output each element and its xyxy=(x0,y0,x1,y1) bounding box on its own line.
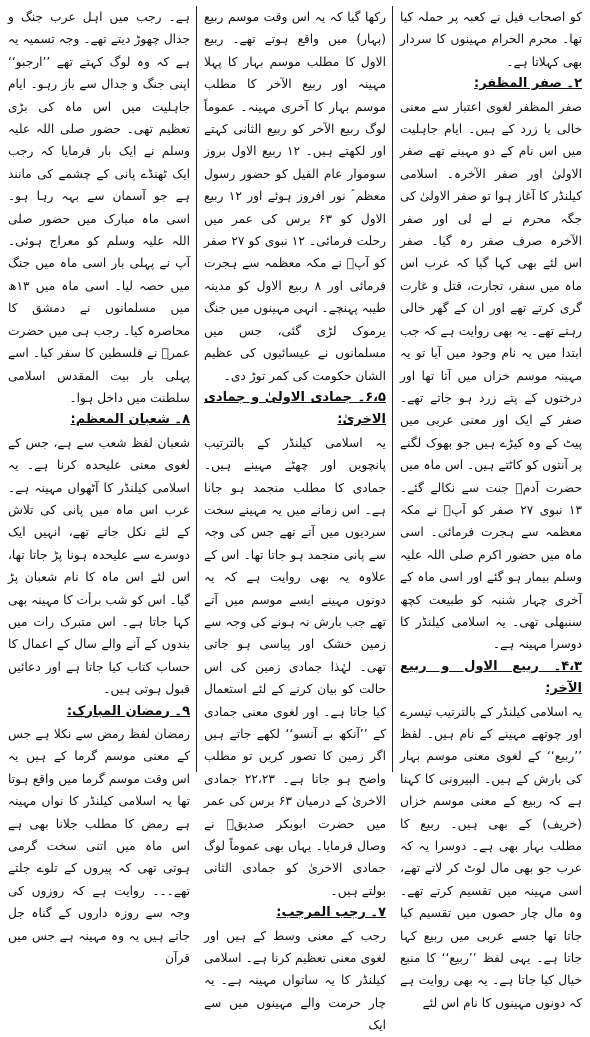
document-page xyxy=(8,6,582,1033)
column-right xyxy=(400,6,582,1010)
paragraph: رکھا گیا کہ یہ اس وقت موسم ربیع (بہار) میں واقع ہوتے تھے۔ ربیع الاول کا مطلب موسم بہار کا پہلا مہینہ اور ربیع الآخر کا مطلب موسم بہار کا آخری مہینہ۔ عموماً لوگ ربیع الآخر کو ربیع الثانی کہتے اور لکھتے ہیں۔ ۱۲ ربیع الاول بروز سوموار عام الفیل کو حضور رسول معظم ؐ نور افروز ہوئے اور ۱۲ ربیع الاول کو ۶۳ برس کی عمر میں رحلت فرمائی۔ ۱۲ نبوی کو ۲۷ صفر کو آپؐ نے مکہ معظمہ سے ہجرت فرمائی اور ۸ ربیع الاول کو مدینہ طیبہ پہنچے۔ انہی مہینوں میں جنگ یرموک لڑی گئی، جس میں مسلمانوں نے عیسائیوں کی عظیم الشان حکومت کی کمر توڑ دی۔ xyxy=(204,10,387,383)
section-heading-jumada: ۶،۵۔ جمادی الاولیٰ و جمادی الاخریٰ: xyxy=(204,389,386,428)
column-middle xyxy=(204,6,387,1033)
section-heading-rabi: ۴،۳۔ ربیع الاول و ربیع الآخر: xyxy=(400,658,582,697)
column-left xyxy=(8,6,190,966)
column-divider xyxy=(386,6,400,772)
paragraph: صفر المظفر لغوی اعتبار سے معنی خالی یا زرد کے ہیں۔ ایام جاہلیت میں اس نام کے دو مہینے تھے صفر الاولیٰ اور صفر الآخرہ۔ اسلامی کیلنڈر کا آغاز ہوا تو صفر الاولیٰ کی جگہ محرم نے لے لی اور صفر الآخرہ صرف صفر رہ گیا۔ صفر اس لئے بھی کہا گیا کہ عرب اس ماہ میں سفر، تجارت، قتل و غارت گری کرتے تھے اور ان کے گھر خالی رہتے تھے۔ یہ بھی روایت ہے کہ جب ابتدا میں یہ نام وجود میں آیا تو یہ مہینہ موسم خزاں میں آتا تھا اور درختوں کے پتے زرد ہو جاتے تھے۔ صفر کے ایک اور معنی عربی میں پیٹ کے وہ کیڑے ہیں جو بھوک لگنے پر آنتوں کو کاٹتے ہیں۔ اس ماہ میں حضرت آدمؑ جنت سے نکالے گئے۔ ۱۳ نبوی ۲۷ صفر کو آپؐ نے مکہ معظمہ سے ہجرت فرمائی۔ اسی ماہ میں حضور اکرم صلی اللہ علیہ وسلم بیمار ہو گئے اور اسی ماہ کے آخری چہار شنبہ کو طبیعت کچھ سنبھلی تھی۔ یہ اسلامی کیلنڈر کا دوسرا مہینہ ہے۔ xyxy=(400,99,582,652)
paragraph: یہ اسلامی کیلنڈر کے بالترتیب تیسرے اور چوتھے مہینے کے نام ہیں۔ لفظ ’’ربیع‘‘ کے لغوی معنی موسم بہار کی بارش کے ہیں۔ البیرونی کا کہنا ہے کہ ربیع کے معنی موسم خزاں (خریف) کے بھی ہیں۔ ربیع کا مطلب بہار بھی ہے۔ دوسرا یہ کہ عرب جو بھی مال لوٹ کر لاتے تھے، اسی مہینہ میں تقسیم کرتے تھے۔ وہ مال چار حصوں میں تقسیم کیا جاتا تھا جسے عربی میں ربیع کہا جاتا ہے۔ یہی لفظ ’’ربیع‘‘ کا منبع خیال کیا جاتا ہے۔ یہ بھی روایت ہے کہ دونوں مہینوں کا نام اس لئے xyxy=(400,704,582,1010)
section-heading-shaban: ۸۔ شعبان المعظم: xyxy=(70,412,190,428)
column-divider xyxy=(190,6,204,772)
section-heading-safar: ۲۔ صفر المظفر: xyxy=(474,76,582,92)
paragraph: کو اصحاب فیل نے کعبہ پر حملہ کیا تھا۔ محرم الحرام مہینوں کا سردار بھی کہلاتا ہے۔ xyxy=(400,10,582,69)
section-heading-rajab: ۷۔ رجب المرجب: xyxy=(276,905,386,921)
paragraph: رجب کے معنی وسط کے ہیں اور لغوی معنی تعظیم کرنا ہے۔ اسلامی کیلنڈر کا یہ ساتواں مہینہ ہے۔ یہ چار حرمت والے مہینوں میں سے ایک xyxy=(204,928,386,1033)
paragraph: شعبان لفظ شعب سے ہے، جس کے لغوی معنی علیحدہ کرنا ہے۔ یہ اسلامی کیلنڈر کا آٹھواں مہینہ ہے۔ عرب اس ماہ میں پانی کی تلاش کے لئے نکل جاتے تھے، انہیں ایک دوسرے سے علیحدہ ہونا پڑ جاتا تھا، اس لئے اس ماہ کا نام شعبان پڑ گیا۔ اس کو شب برأت کا مہینہ بھی کہا جاتا ہے۔ اس متبرک رات میں بندوں کے آنے والے سال کے اعمال کا حساب کتاب کیا جاتا ہے اور دعائیں قبول ہوتی ہیں۔ xyxy=(8,435,190,697)
paragraph: یہ اسلامی کیلنڈر کے بالترتیب پانچویں اور چھٹے مہینے ہیں۔ جمادی کا مطلب منجمد ہو جانا ہے۔ اس زمانے میں یہ مہینے سخت سردیوں میں آتے تھے جس کی وجہ سے پانی منجمد ہو جاتا تھا۔ اس کے علاوہ یہ بھی روایت ہے کہ یہ دونوں مہینے ایسے موسم میں آتے تھے جب بارش نہ ہونے کی وجہ سے زمین خشک اور پیاسی ہو جاتی تھی۔ لہٰذا جمادی زمین کی اس حالت کو بیان کرنے کے لئے استعمال کیا جاتا ہے۔ اور لغوی معنی جمادی کے ’’آنکھ بے آنسو‘‘ لکھے جاتے ہیں اگر زمین کا تصور کریں تو مطلب واضح ہو جاتا ہے۔ ۲۲،۲۳ جمادی الاخریٰ کے درمیان ۶۳ برس کی عمر میں حضرت ابوبکر صدیقؓ نے وصال فرمایا۔ یہاں بھی عموماً لوگ جمادی الاخریٰ کو جمادی الثانی بولتے ہیں۔ xyxy=(204,435,386,898)
paragraph: ہے۔ رجب میں اہل عرب جنگ و جدال چھوڑ دیتے تھے۔ وجہ تسمیہ یہ ہے کہ وہ لوگ کہتے تھے ’’ارجبو‘‘ اپنی جنگ و جدال سے باز رہو۔ ایام جاہلیت میں اس ماہ کی بڑی تعظیم تھی۔ حضور صلی اللہ علیہ وسلم نے ایک بار فرمایا کہ رجب ایک ٹھنڈے پانی کے چشمے کی مانند ہے جو آسمان سے بہہ رہا ہو۔ اسی ماہ مبارک میں حضور صلی اللہ علیہ وسلم کو معراج ہوئی۔ آپ نے پہلی بار اسی ماہ میں جنگ میں حصہ لیا۔ اسی ماہ میں ۱۳ھ میں مسلمانوں نے دمشق کا محاصرہ کیا۔ رجب ہی میں حضرت عمرؓ نے فلسطین کا سفر کیا۔ اسے پہلی بار بیت المقدس اسلامی سلطنت میں داخل ہوا۔ xyxy=(8,10,190,405)
paragraph: رمضان لفظ رمض سے نکلا ہے جس کے معنی موسم گرما کے ہیں یہ اس وقت موسم گرما میں واقع ہوتا تھا یہ اسلامی کیلنڈر کا نواں مہینہ ہے رمض کا مطلب جلانا بھی ہے اس ماہ میں اتنی سخت گرمی ہوتی تھی کہ پیروں کے تلوے جلتے تھے۔۔۔ روایت ہے کہ روزوں کی وجہ سے روزہ داروں کے گناہ جل جاتے ہیں یہ وہ مہینہ ہے جس میں قرآن xyxy=(8,727,190,966)
section-heading-ramadan: ۹۔ رمضان المبارک: xyxy=(66,703,190,719)
